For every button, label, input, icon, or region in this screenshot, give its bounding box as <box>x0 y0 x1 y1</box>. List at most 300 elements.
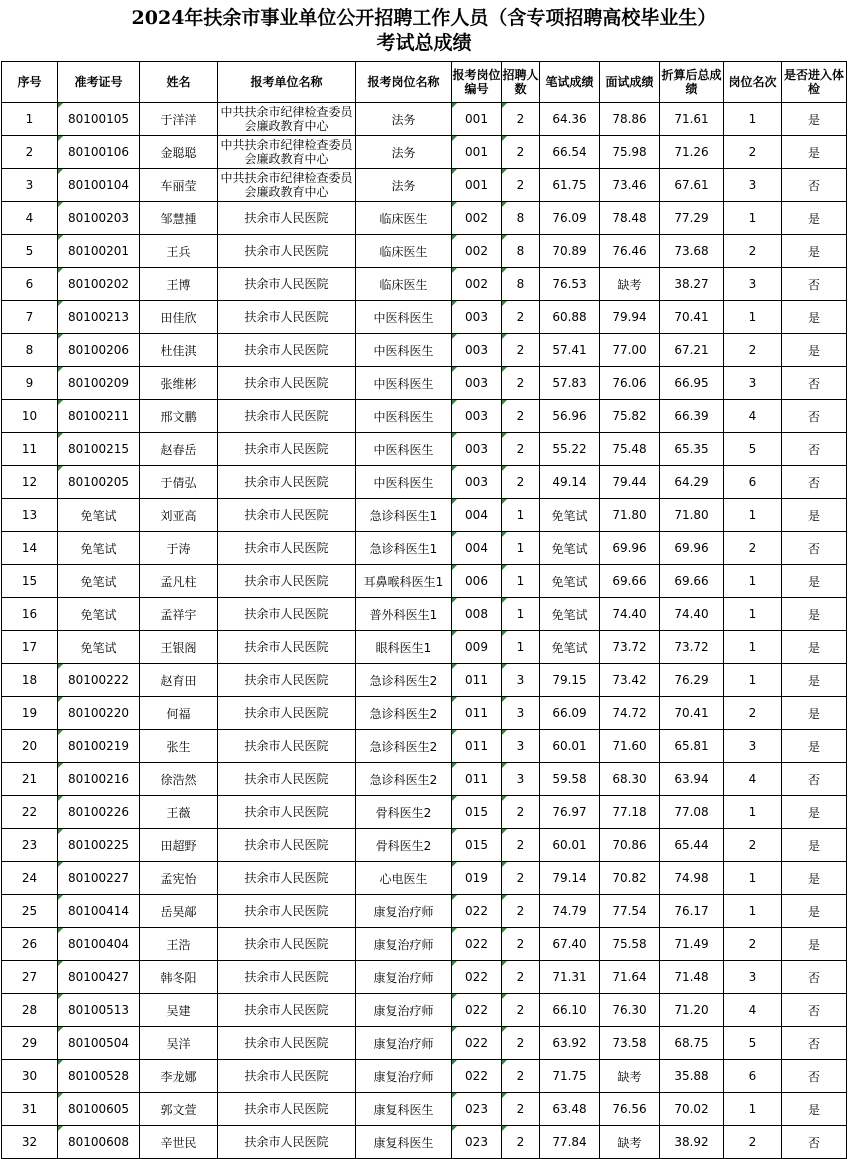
cell-name: 邹慧揰 <box>140 202 218 235</box>
table-row <box>2 796 847 829</box>
cell-written-score: 63.48 <box>540 1093 600 1126</box>
cell-total-score: 74.98 <box>660 862 724 895</box>
cell-total-score: 66.95 <box>660 367 724 400</box>
cell-position-code: 003 <box>452 334 502 367</box>
cell-physical-exam: 否 <box>782 994 847 1027</box>
cell-rank: 2 <box>724 697 782 730</box>
cell-exam-id: 80100605 <box>58 1093 140 1126</box>
cell-rank: 2 <box>724 136 782 169</box>
cell-position: 心电医生 <box>356 862 452 895</box>
cell-quota: 2 <box>502 301 540 334</box>
cell-position: 康复治疗师 <box>356 961 452 994</box>
cell-seq: 5 <box>2 235 58 268</box>
cell-interview-score: 77.18 <box>600 796 660 829</box>
cell-interview-score: 缺考 <box>600 1126 660 1159</box>
cell-physical-exam: 是 <box>782 631 847 664</box>
cell-exam-id: 80100202 <box>58 268 140 301</box>
table-row <box>2 499 847 532</box>
document-title <box>0 0 848 58</box>
cell-rank: 2 <box>724 928 782 961</box>
cell-written-score: 60.01 <box>540 730 600 763</box>
cell-position-code: 003 <box>452 367 502 400</box>
cell-seq: 30 <box>2 1060 58 1093</box>
cell-rank: 1 <box>724 631 782 664</box>
cell-interview-score: 73.58 <box>600 1027 660 1060</box>
table-row <box>2 598 847 631</box>
cell-position: 中医科医生 <box>356 301 452 334</box>
cell-name: 王浩 <box>140 928 218 961</box>
cell-interview-score: 76.56 <box>600 1093 660 1126</box>
cell-interview-score: 69.96 <box>600 532 660 565</box>
cell-name: 何福 <box>140 697 218 730</box>
table-row <box>2 565 847 598</box>
cell-seq: 15 <box>2 565 58 598</box>
cell-unit: 扶余市人民医院 <box>218 268 356 301</box>
cell-physical-exam: 否 <box>782 1027 847 1060</box>
cell-interview-score: 74.40 <box>600 598 660 631</box>
cell-unit: 扶余市人民医院 <box>218 598 356 631</box>
table-row <box>2 466 847 499</box>
cell-unit: 扶余市人民医院 <box>218 334 356 367</box>
cell-exam-id: 80100209 <box>58 367 140 400</box>
table-row <box>2 829 847 862</box>
cell-total-score: 71.80 <box>660 499 724 532</box>
cell-position: 中医科医生 <box>356 433 452 466</box>
cell-exam-id: 80100225 <box>58 829 140 862</box>
cell-physical-exam: 是 <box>782 301 847 334</box>
cell-written-score: 76.53 <box>540 268 600 301</box>
cell-unit: 中共扶余市纪律检查委员会廉政教育中心 <box>218 136 356 169</box>
cell-position: 康复治疗师 <box>356 994 452 1027</box>
cell-quota: 8 <box>502 202 540 235</box>
cell-position: 康复科医生 <box>356 1093 452 1126</box>
cell-position-code: 011 <box>452 730 502 763</box>
cell-quota: 2 <box>502 136 540 169</box>
cell-total-score: 69.66 <box>660 565 724 598</box>
cell-position-code: 022 <box>452 1027 502 1060</box>
cell-physical-exam: 否 <box>782 400 847 433</box>
cell-exam-id: 80100226 <box>58 796 140 829</box>
cell-physical-exam: 是 <box>782 829 847 862</box>
cell-interview-score: 79.44 <box>600 466 660 499</box>
cell-quota: 1 <box>502 532 540 565</box>
cell-position: 急诊科医生1 <box>356 532 452 565</box>
cell-unit: 扶余市人民医院 <box>218 796 356 829</box>
cell-position: 中医科医生 <box>356 400 452 433</box>
cell-quota: 2 <box>502 796 540 829</box>
cell-interview-score: 70.82 <box>600 862 660 895</box>
cell-position-code: 015 <box>452 796 502 829</box>
cell-position: 中医科医生 <box>356 367 452 400</box>
cell-total-score: 74.40 <box>660 598 724 631</box>
cell-exam-id: 80100227 <box>58 862 140 895</box>
cell-total-score: 76.17 <box>660 895 724 928</box>
cell-written-score: 56.96 <box>540 400 600 433</box>
cell-physical-exam: 是 <box>782 598 847 631</box>
cell-quota: 8 <box>502 268 540 301</box>
cell-interview-score: 75.48 <box>600 433 660 466</box>
table-row <box>2 730 847 763</box>
cell-written-score: 64.36 <box>540 103 600 136</box>
cell-quota: 1 <box>502 565 540 598</box>
cell-name: 于洋洋 <box>140 103 218 136</box>
cell-quota: 2 <box>502 367 540 400</box>
cell-total-score: 73.68 <box>660 235 724 268</box>
cell-unit: 中共扶余市纪律检查委员会廉政教育中心 <box>218 103 356 136</box>
cell-name: 王银阁 <box>140 631 218 664</box>
cell-position-code: 011 <box>452 664 502 697</box>
cell-position-code: 022 <box>452 895 502 928</box>
cell-seq: 21 <box>2 763 58 796</box>
cell-rank: 1 <box>724 895 782 928</box>
cell-total-score: 69.96 <box>660 532 724 565</box>
cell-exam-id: 免笔试 <box>58 565 140 598</box>
cell-quota: 2 <box>502 334 540 367</box>
cell-exam-id: 80100513 <box>58 994 140 1027</box>
cell-position-code: 022 <box>452 961 502 994</box>
cell-unit: 扶余市人民医院 <box>218 928 356 961</box>
cell-unit: 扶余市人民医院 <box>218 466 356 499</box>
cell-exam-id: 80100222 <box>58 664 140 697</box>
cell-written-score: 免笔试 <box>540 631 600 664</box>
cell-physical-exam: 否 <box>782 466 847 499</box>
cell-seq: 3 <box>2 169 58 202</box>
cell-name: 于倩弘 <box>140 466 218 499</box>
cell-total-score: 71.61 <box>660 103 724 136</box>
cell-position: 康复科医生 <box>356 1126 452 1159</box>
cell-written-score: 77.84 <box>540 1126 600 1159</box>
cell-position-code: 001 <box>452 103 502 136</box>
cell-position: 法务 <box>356 136 452 169</box>
cell-total-score: 65.44 <box>660 829 724 862</box>
cell-seq: 18 <box>2 664 58 697</box>
cell-exam-id: 80100215 <box>58 433 140 466</box>
cell-quota: 2 <box>502 829 540 862</box>
cell-rank: 1 <box>724 301 782 334</box>
cell-unit: 扶余市人民医院 <box>218 400 356 433</box>
cell-total-score: 35.88 <box>660 1060 724 1093</box>
cell-seq: 7 <box>2 301 58 334</box>
cell-exam-id: 免笔试 <box>58 598 140 631</box>
cell-unit: 扶余市人民医院 <box>218 499 356 532</box>
cell-total-score: 65.81 <box>660 730 724 763</box>
cell-position: 康复治疗师 <box>356 928 452 961</box>
cell-interview-score: 75.98 <box>600 136 660 169</box>
table-row <box>2 235 847 268</box>
cell-physical-exam: 是 <box>782 862 847 895</box>
cell-exam-id: 80100211 <box>58 400 140 433</box>
cell-unit: 扶余市人民医院 <box>218 730 356 763</box>
table-row <box>2 433 847 466</box>
table-row <box>2 763 847 796</box>
cell-rank: 6 <box>724 1060 782 1093</box>
title-line-1: 2024年扶余市事业单位公开招聘工作人员（含专项招聘高校毕业生） <box>131 7 717 29</box>
cell-position-code: 023 <box>452 1093 502 1126</box>
table-row <box>2 994 847 1027</box>
cell-seq: 26 <box>2 928 58 961</box>
cell-physical-exam: 否 <box>782 763 847 796</box>
cell-unit: 扶余市人民医院 <box>218 235 356 268</box>
cell-name: 刘亚高 <box>140 499 218 532</box>
cell-rank: 5 <box>724 1027 782 1060</box>
cell-unit: 扶余市人民医院 <box>218 202 356 235</box>
cell-position-code: 022 <box>452 928 502 961</box>
cell-seq: 31 <box>2 1093 58 1126</box>
cell-name: 王薇 <box>140 796 218 829</box>
cell-position-code: 023 <box>452 1126 502 1159</box>
cell-physical-exam: 否 <box>782 1126 847 1159</box>
cell-rank: 4 <box>724 763 782 796</box>
table-row <box>2 1027 847 1060</box>
cell-position: 康复治疗师 <box>356 1027 452 1060</box>
cell-quota: 2 <box>502 103 540 136</box>
cell-rank: 5 <box>724 433 782 466</box>
cell-exam-id: 80100219 <box>58 730 140 763</box>
cell-total-score: 67.21 <box>660 334 724 367</box>
table-row <box>2 268 847 301</box>
table-row <box>2 1126 847 1159</box>
cell-exam-id: 免笔试 <box>58 631 140 664</box>
cell-position: 临床医生 <box>356 268 452 301</box>
cell-written-score: 免笔试 <box>540 598 600 631</box>
cell-quota: 2 <box>502 433 540 466</box>
cell-name: 孟祥宇 <box>140 598 218 631</box>
cell-rank: 1 <box>724 1093 782 1126</box>
table-row <box>2 202 847 235</box>
header-seq: 序号 <box>2 62 58 103</box>
cell-written-score: 79.15 <box>540 664 600 697</box>
cell-exam-id: 80100220 <box>58 697 140 730</box>
cell-physical-exam: 否 <box>782 961 847 994</box>
table-row <box>2 631 847 664</box>
cell-exam-id: 免笔试 <box>58 532 140 565</box>
header-total-score: 折算后总成绩 <box>660 62 724 103</box>
cell-position: 康复治疗师 <box>356 1060 452 1093</box>
cell-total-score: 64.29 <box>660 466 724 499</box>
cell-name: 赵育田 <box>140 664 218 697</box>
cell-unit: 扶余市人民医院 <box>218 1027 356 1060</box>
cell-exam-id: 80100528 <box>58 1060 140 1093</box>
cell-unit: 扶余市人民医院 <box>218 961 356 994</box>
cell-seq: 13 <box>2 499 58 532</box>
cell-unit: 中共扶余市纪律检查委员会廉政教育中心 <box>218 169 356 202</box>
table-row <box>2 961 847 994</box>
cell-name: 赵春岳 <box>140 433 218 466</box>
cell-rank: 6 <box>724 466 782 499</box>
cell-unit: 扶余市人民医院 <box>218 433 356 466</box>
cell-unit: 扶余市人民医院 <box>218 994 356 1027</box>
table-row <box>2 334 847 367</box>
cell-quota: 2 <box>502 400 540 433</box>
cell-name: 田超野 <box>140 829 218 862</box>
cell-exam-id: 80100427 <box>58 961 140 994</box>
cell-rank: 4 <box>724 400 782 433</box>
cell-physical-exam: 是 <box>782 895 847 928</box>
cell-name: 邢文鹏 <box>140 400 218 433</box>
cell-position: 急诊科医生2 <box>356 763 452 796</box>
cell-position: 急诊科医生1 <box>356 499 452 532</box>
cell-written-score: 66.09 <box>540 697 600 730</box>
cell-total-score: 71.49 <box>660 928 724 961</box>
table-row <box>2 532 847 565</box>
cell-name: 王兵 <box>140 235 218 268</box>
cell-quota: 2 <box>502 862 540 895</box>
cell-seq: 4 <box>2 202 58 235</box>
cell-written-score: 74.79 <box>540 895 600 928</box>
cell-written-score: 57.83 <box>540 367 600 400</box>
cell-position-code: 001 <box>452 136 502 169</box>
cell-position: 法务 <box>356 103 452 136</box>
cell-total-score: 77.08 <box>660 796 724 829</box>
cell-physical-exam: 否 <box>782 169 847 202</box>
cell-quota: 2 <box>502 1093 540 1126</box>
cell-interview-score: 79.94 <box>600 301 660 334</box>
cell-quota: 1 <box>502 598 540 631</box>
cell-seq: 6 <box>2 268 58 301</box>
cell-unit: 扶余市人民医院 <box>218 565 356 598</box>
cell-position: 耳鼻喉科医生1 <box>356 565 452 598</box>
title-line-2: 考试总成绩 <box>376 32 472 54</box>
table-row <box>2 1093 847 1126</box>
cell-rank: 1 <box>724 565 782 598</box>
cell-total-score: 66.39 <box>660 400 724 433</box>
table-row <box>2 895 847 928</box>
table-row <box>2 400 847 433</box>
cell-written-score: 57.41 <box>540 334 600 367</box>
cell-total-score: 70.02 <box>660 1093 724 1126</box>
cell-quota: 2 <box>502 961 540 994</box>
cell-name: 金聪聪 <box>140 136 218 169</box>
cell-physical-exam: 否 <box>782 1060 847 1093</box>
cell-exam-id: 80100216 <box>58 763 140 796</box>
cell-written-score: 63.92 <box>540 1027 600 1060</box>
cell-quota: 2 <box>502 928 540 961</box>
cell-total-score: 38.92 <box>660 1126 724 1159</box>
cell-exam-id: 80100414 <box>58 895 140 928</box>
cell-position: 法务 <box>356 169 452 202</box>
cell-exam-id: 80100201 <box>58 235 140 268</box>
table-row <box>2 664 847 697</box>
cell-name: 杜佳淇 <box>140 334 218 367</box>
cell-unit: 扶余市人民医院 <box>218 1093 356 1126</box>
table-row <box>2 169 847 202</box>
cell-written-score: 49.14 <box>540 466 600 499</box>
cell-written-score: 免笔试 <box>540 565 600 598</box>
header-rank: 岗位名次 <box>724 62 782 103</box>
cell-position-code: 011 <box>452 697 502 730</box>
cell-position-code: 022 <box>452 994 502 1027</box>
cell-name: 张生 <box>140 730 218 763</box>
cell-name: 岳昊鄗 <box>140 895 218 928</box>
cell-unit: 扶余市人民医院 <box>218 763 356 796</box>
cell-seq: 20 <box>2 730 58 763</box>
cell-seq: 19 <box>2 697 58 730</box>
cell-position-code: 002 <box>452 268 502 301</box>
cell-interview-score: 71.64 <box>600 961 660 994</box>
header-name: 姓名 <box>140 62 218 103</box>
cell-unit: 扶余市人民医院 <box>218 301 356 334</box>
cell-unit: 扶余市人民医院 <box>218 664 356 697</box>
cell-total-score: 77.29 <box>660 202 724 235</box>
table-header-row <box>2 62 847 103</box>
cell-physical-exam: 是 <box>782 202 847 235</box>
cell-physical-exam: 否 <box>782 268 847 301</box>
cell-position: 普外科医生1 <box>356 598 452 631</box>
cell-interview-score: 77.00 <box>600 334 660 367</box>
cell-interview-score: 76.06 <box>600 367 660 400</box>
table-row <box>2 697 847 730</box>
cell-quota: 8 <box>502 235 540 268</box>
cell-quota: 2 <box>502 1060 540 1093</box>
cell-name: 徐浩然 <box>140 763 218 796</box>
cell-physical-exam: 是 <box>782 499 847 532</box>
cell-exam-id: 80100206 <box>58 334 140 367</box>
header-interview-score: 面试成绩 <box>600 62 660 103</box>
cell-rank: 1 <box>724 103 782 136</box>
cell-written-score: 55.22 <box>540 433 600 466</box>
table-row <box>2 136 847 169</box>
cell-seq: 8 <box>2 334 58 367</box>
cell-position: 眼科医生1 <box>356 631 452 664</box>
cell-interview-score: 76.30 <box>600 994 660 1027</box>
cell-rank: 3 <box>724 169 782 202</box>
cell-interview-score: 73.72 <box>600 631 660 664</box>
cell-position: 骨科医生2 <box>356 796 452 829</box>
cell-seq: 2 <box>2 136 58 169</box>
cell-physical-exam: 是 <box>782 1093 847 1126</box>
cell-name: 辛世民 <box>140 1126 218 1159</box>
table-row <box>2 367 847 400</box>
cell-physical-exam: 否 <box>782 532 847 565</box>
cell-position: 临床医生 <box>356 202 452 235</box>
cell-rank: 1 <box>724 796 782 829</box>
cell-interview-score: 78.48 <box>600 202 660 235</box>
cell-rank: 1 <box>724 202 782 235</box>
cell-unit: 扶余市人民医院 <box>218 895 356 928</box>
cell-total-score: 70.41 <box>660 697 724 730</box>
cell-seq: 22 <box>2 796 58 829</box>
cell-unit: 扶余市人民医院 <box>218 862 356 895</box>
cell-name: 郭文萱 <box>140 1093 218 1126</box>
table-row <box>2 1060 847 1093</box>
cell-interview-score: 缺考 <box>600 1060 660 1093</box>
cell-total-score: 38.27 <box>660 268 724 301</box>
cell-name: 吴建 <box>140 994 218 1027</box>
cell-seq: 27 <box>2 961 58 994</box>
cell-name: 孟宪怡 <box>140 862 218 895</box>
cell-name: 车丽莹 <box>140 169 218 202</box>
cell-interview-score: 缺考 <box>600 268 660 301</box>
cell-name: 韩冬阳 <box>140 961 218 994</box>
cell-quota: 2 <box>502 1126 540 1159</box>
cell-unit: 扶余市人民医院 <box>218 367 356 400</box>
header-exam-id: 准考证号 <box>58 62 140 103</box>
cell-quota: 3 <box>502 697 540 730</box>
cell-seq: 1 <box>2 103 58 136</box>
cell-physical-exam: 是 <box>782 103 847 136</box>
cell-seq: 16 <box>2 598 58 631</box>
cell-total-score: 73.72 <box>660 631 724 664</box>
cell-physical-exam: 是 <box>782 730 847 763</box>
table-body <box>2 103 847 1159</box>
cell-physical-exam: 是 <box>782 796 847 829</box>
score-table <box>1 61 847 1159</box>
cell-seq: 23 <box>2 829 58 862</box>
cell-position-code: 022 <box>452 1060 502 1093</box>
cell-total-score: 63.94 <box>660 763 724 796</box>
cell-written-score: 76.09 <box>540 202 600 235</box>
cell-written-score: 71.75 <box>540 1060 600 1093</box>
